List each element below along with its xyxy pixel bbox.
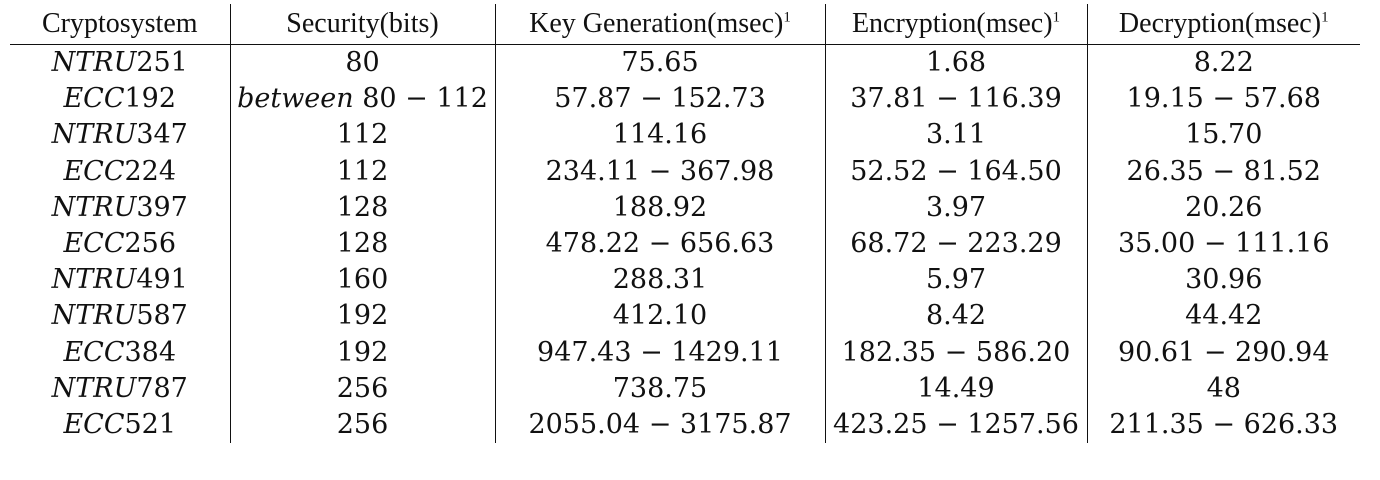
- cell-cryptosystem: [10, 81, 230, 117]
- cell-decryption: [1087, 298, 1360, 334]
- cell-dec: 26.35 − 81.52: [1126, 155, 1321, 187]
- cell-decryption: [1087, 154, 1360, 190]
- cell-keygen: 114.16: [612, 119, 708, 151]
- cell-system-name: ECC: [63, 228, 125, 260]
- cell-security: [230, 407, 495, 443]
- cell-system-num: 192: [124, 83, 177, 115]
- cell-encryption: [825, 45, 1087, 82]
- cell-security: 80 − 112: [353, 83, 488, 115]
- table-header-row: [10, 4, 1360, 45]
- cell-encryption: [825, 335, 1087, 371]
- cell-decryption: [1087, 190, 1360, 226]
- cell-key-generation: [495, 407, 825, 443]
- cell-system-num: 347: [136, 119, 188, 151]
- cell-encryption: [825, 407, 1087, 443]
- cell-keygen: 947.43 − 1429.11: [537, 336, 783, 368]
- table-row: [10, 154, 1360, 190]
- cell-enc: 68.72 − 223.29: [850, 228, 1062, 260]
- cell-key-generation: [495, 335, 825, 371]
- table-row: [10, 407, 1360, 443]
- cell-dec: 8.22: [1193, 47, 1254, 78]
- cell-encryption: [825, 117, 1087, 153]
- cell-security: 112: [336, 119, 389, 151]
- cell-system-name: NTRU: [51, 191, 137, 223]
- cell-encryption: [825, 190, 1087, 226]
- cell-cryptosystem: [10, 154, 230, 190]
- cell-keygen: 57.87 − 152.73: [554, 83, 766, 115]
- comparison-table-container: [10, 4, 1360, 443]
- cell-security: 256: [336, 409, 389, 441]
- cell-system-num: 224: [124, 155, 177, 187]
- cell-enc: 3.97: [925, 191, 987, 223]
- cell-cryptosystem: [10, 371, 230, 407]
- cell-dec: 20.26: [1185, 191, 1263, 223]
- cell-cryptosystem: [10, 298, 230, 334]
- cell-security: [230, 226, 495, 262]
- cell-security: 192: [336, 336, 389, 368]
- cell-enc: 52.52 − 164.50: [850, 155, 1062, 187]
- cell-security-pre: between: [237, 83, 354, 115]
- cell-key-generation: [495, 154, 825, 190]
- cell-dec: 19.15 − 57.68: [1126, 83, 1321, 115]
- cell-cryptosystem: [10, 190, 230, 226]
- cell-encryption: [825, 298, 1087, 334]
- header-decryption: $Decryption(msec)^1$: [1118, 8, 1329, 39]
- cell-enc: 14.49: [917, 372, 995, 404]
- table-row: [10, 117, 1360, 153]
- cell-security: 160: [336, 264, 389, 296]
- cell-keygen: 234.11 − 367.98: [545, 155, 775, 187]
- cell-key-generation: [495, 298, 825, 334]
- cell-key-generation: [495, 45, 825, 82]
- header-encryption: $Encryption(msec)^1$: [825, 4, 1087, 45]
- cell-dec: 90.61 − 290.94: [1117, 336, 1330, 368]
- cell-system-num: 521: [124, 409, 177, 441]
- cell-enc: 5.97: [925, 264, 987, 296]
- cell-system-name: NTRU: [51, 119, 137, 151]
- cell-security: [230, 117, 495, 153]
- cell-system-name: NTRU: [51, 300, 137, 332]
- table-row: [10, 335, 1360, 371]
- cell-system-num: 587: [136, 300, 188, 332]
- cell-dec: 15.70: [1185, 119, 1263, 151]
- cell-cryptosystem: [10, 117, 230, 153]
- header-key-generation: Key $Generation(msec)^1$: [495, 4, 825, 45]
- cell-security: 128: [336, 191, 389, 223]
- cell-system-name: ECC: [63, 336, 125, 368]
- table-row: [10, 81, 1360, 117]
- cell-system-name: ECC: [63, 409, 125, 441]
- table-row: [10, 262, 1360, 298]
- table-row: [10, 298, 1360, 334]
- cell-keygen: 2055.04 − 3175.87: [528, 409, 792, 441]
- table-row: [10, 190, 1360, 226]
- cell-cryptosystem: [10, 262, 230, 298]
- cell-encryption: [825, 371, 1087, 407]
- cell-decryption: [1087, 226, 1360, 262]
- cell-enc: 423.25 − 1257.56: [833, 409, 1079, 441]
- cell-security: 80: [345, 47, 380, 78]
- table-row: [10, 45, 1360, 82]
- cell-dec: 30.96: [1185, 264, 1263, 296]
- cell-security: 128: [336, 228, 389, 260]
- cell-cryptosystem: [10, 45, 230, 82]
- header-security: Security(bits): [230, 4, 495, 45]
- cell-key-generation: [495, 117, 825, 153]
- cell-encryption: [825, 262, 1087, 298]
- cell-security: [230, 190, 495, 226]
- cell-security: [230, 335, 495, 371]
- cell-enc: 3.11: [925, 119, 987, 151]
- cell-system-num: 251: [136, 47, 188, 78]
- cell-enc: 8.42: [925, 300, 987, 332]
- cell-decryption: [1087, 81, 1360, 117]
- table-body: [10, 45, 1360, 444]
- cell-dec: 44.42: [1185, 300, 1263, 332]
- cell-system-num: 397: [136, 191, 188, 223]
- cell-keygen: 478.22 − 656.63: [545, 228, 775, 260]
- cell-decryption: [1087, 45, 1360, 82]
- cell-decryption: [1087, 371, 1360, 407]
- cell-security: [230, 154, 495, 190]
- cell-enc: 182.35 − 586.20: [841, 336, 1071, 368]
- cell-keygen: 412.10: [612, 300, 708, 332]
- cell-security: [230, 45, 495, 82]
- cell-security: [230, 298, 495, 334]
- cell-dec: 35.00 − 111.16: [1117, 228, 1330, 260]
- cell-system-name: NTRU: [51, 264, 137, 296]
- cell-dec: 211.35 − 626.33: [1109, 409, 1339, 441]
- cell-security: 256: [336, 372, 389, 404]
- cell-key-generation: [495, 81, 825, 117]
- cell-key-generation: [495, 226, 825, 262]
- cell-system-num: 787: [136, 372, 188, 404]
- cell-system-num: 491: [136, 264, 188, 296]
- cell-cryptosystem: [10, 407, 230, 443]
- cell-decryption: [1087, 262, 1360, 298]
- cell-encryption: [825, 154, 1087, 190]
- header-cryptosystem: Cryptosystem: [10, 4, 230, 45]
- cell-enc: 37.81 − 116.39: [850, 83, 1062, 115]
- cell-system-name: NTRU: [51, 372, 137, 404]
- cell-security: 192: [336, 300, 389, 332]
- cell-encryption: [825, 81, 1087, 117]
- cell-decryption: [1087, 407, 1360, 443]
- cell-keygen: 75.65: [621, 47, 699, 78]
- cell-system-num: 256: [124, 228, 177, 260]
- cell-dec: 48: [1206, 372, 1241, 404]
- table-row: [10, 226, 1360, 262]
- cryptosystem-comparison-table: [10, 4, 1360, 443]
- cell-cryptosystem: [10, 226, 230, 262]
- table-row: [10, 371, 1360, 407]
- cell-security: [230, 371, 495, 407]
- cell-key-generation: [495, 371, 825, 407]
- cell-security: 112: [336, 155, 389, 187]
- cell-security: [230, 262, 495, 298]
- cell-system-name: ECC: [63, 83, 125, 115]
- cell-decryption: [1087, 117, 1360, 153]
- cell-system-name: NTRU: [51, 47, 137, 78]
- cell-enc: 1.68: [925, 47, 987, 78]
- cell-keygen: 738.75: [612, 372, 708, 404]
- cell-system-name: ECC: [63, 155, 125, 187]
- cell-key-generation: [495, 190, 825, 226]
- cell-cryptosystem: [10, 335, 230, 371]
- cell-encryption: [825, 226, 1087, 262]
- cell-security: [230, 81, 495, 117]
- cell-key-generation: [495, 262, 825, 298]
- cell-system-num: 384: [124, 336, 177, 368]
- cell-keygen: 188.92: [612, 191, 708, 223]
- cell-keygen: 288.31: [612, 264, 708, 296]
- cell-decryption: [1087, 335, 1360, 371]
